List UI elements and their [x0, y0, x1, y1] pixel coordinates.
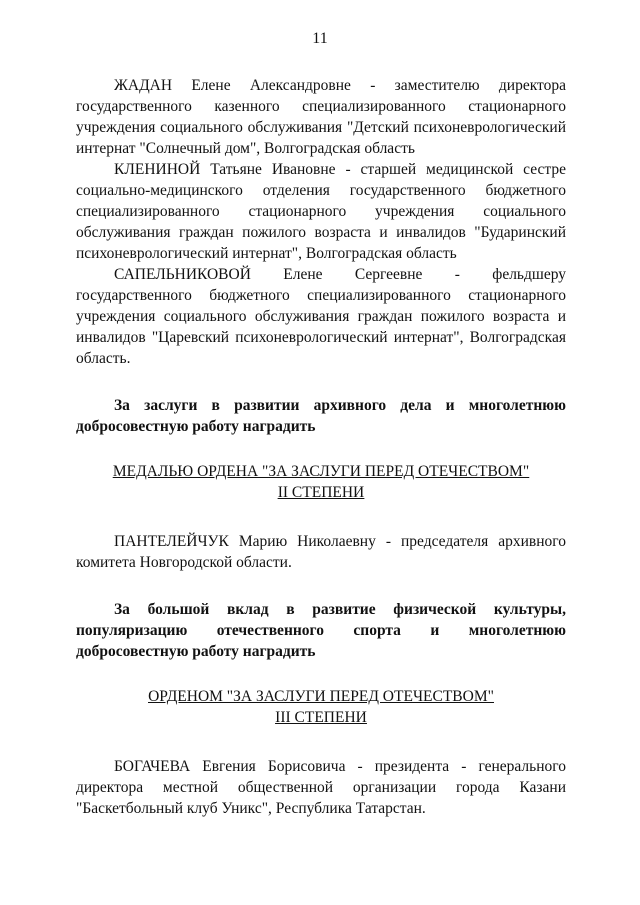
page-number: 11 [312, 30, 328, 47]
award-reason: За большой вклад в развитие физической культуры, популяризацию отечественного спорта и многолетнюю добросовестную работу наградить [76, 601, 566, 660]
award-degree-line: II СТЕПЕНИ [277, 484, 365, 501]
award-title [76, 461, 566, 503]
recipient-paragraph: САПЕЛЬНИКОВОЙ Елене Сергеевне - фельдшеру государственного бюджетного специализированного стационарного учреждения социального обслуживания граждан пожилого возраста и инвалидов "Царевский психоневрологический интернат", Волгоградская область. [76, 266, 566, 367]
award-degree-line: III СТЕПЕНИ [275, 709, 367, 726]
document-body [76, 75, 566, 819]
award-title-line: МЕДАЛЬЮ ОРДЕНА "ЗА ЗАСЛУГИ ПЕРЕД ОТЕЧЕСТВОМ" [112, 463, 530, 480]
recipient-paragraph: ЖАДАН Елене Александровне - заместителю директора государственного казенного специализированного стационарного учреждения социального обслуживания "Детский психоневрологический интернат "Солнечный дом", Волгоградская область [76, 77, 566, 157]
recipient-paragraph: БОГАЧЕВА Евгения Борисовича - президента - генерального директора местной общественной организации города Казани "Баскетбольный клуб Уникс", Республика Татарстан. [76, 758, 566, 817]
award-title [76, 686, 566, 728]
award-reason: За заслуги в развитии архивного дела и многолетнюю добросовестную работу наградить [76, 397, 566, 435]
recipient-paragraph: КЛЕНИНОЙ Татьяне Ивановне - старшей медицинской сестре социально-медицинского отделения государственного бюджетного специализированного стационарного учреждения социального обслуживания граждан пожилого возраста и инвалидов "Бударинский психоневрологический интернат", Волгоградская область [76, 161, 566, 262]
recipient-paragraph: ПАНТЕЛЕЙЧУК Марию Николаевну - председателя архивного комитета Новгородской области. [76, 533, 566, 571]
award-title-line: ОРДЕНОМ "ЗА ЗАСЛУГИ ПЕРЕД ОТЕЧЕСТВОМ" [148, 688, 494, 705]
